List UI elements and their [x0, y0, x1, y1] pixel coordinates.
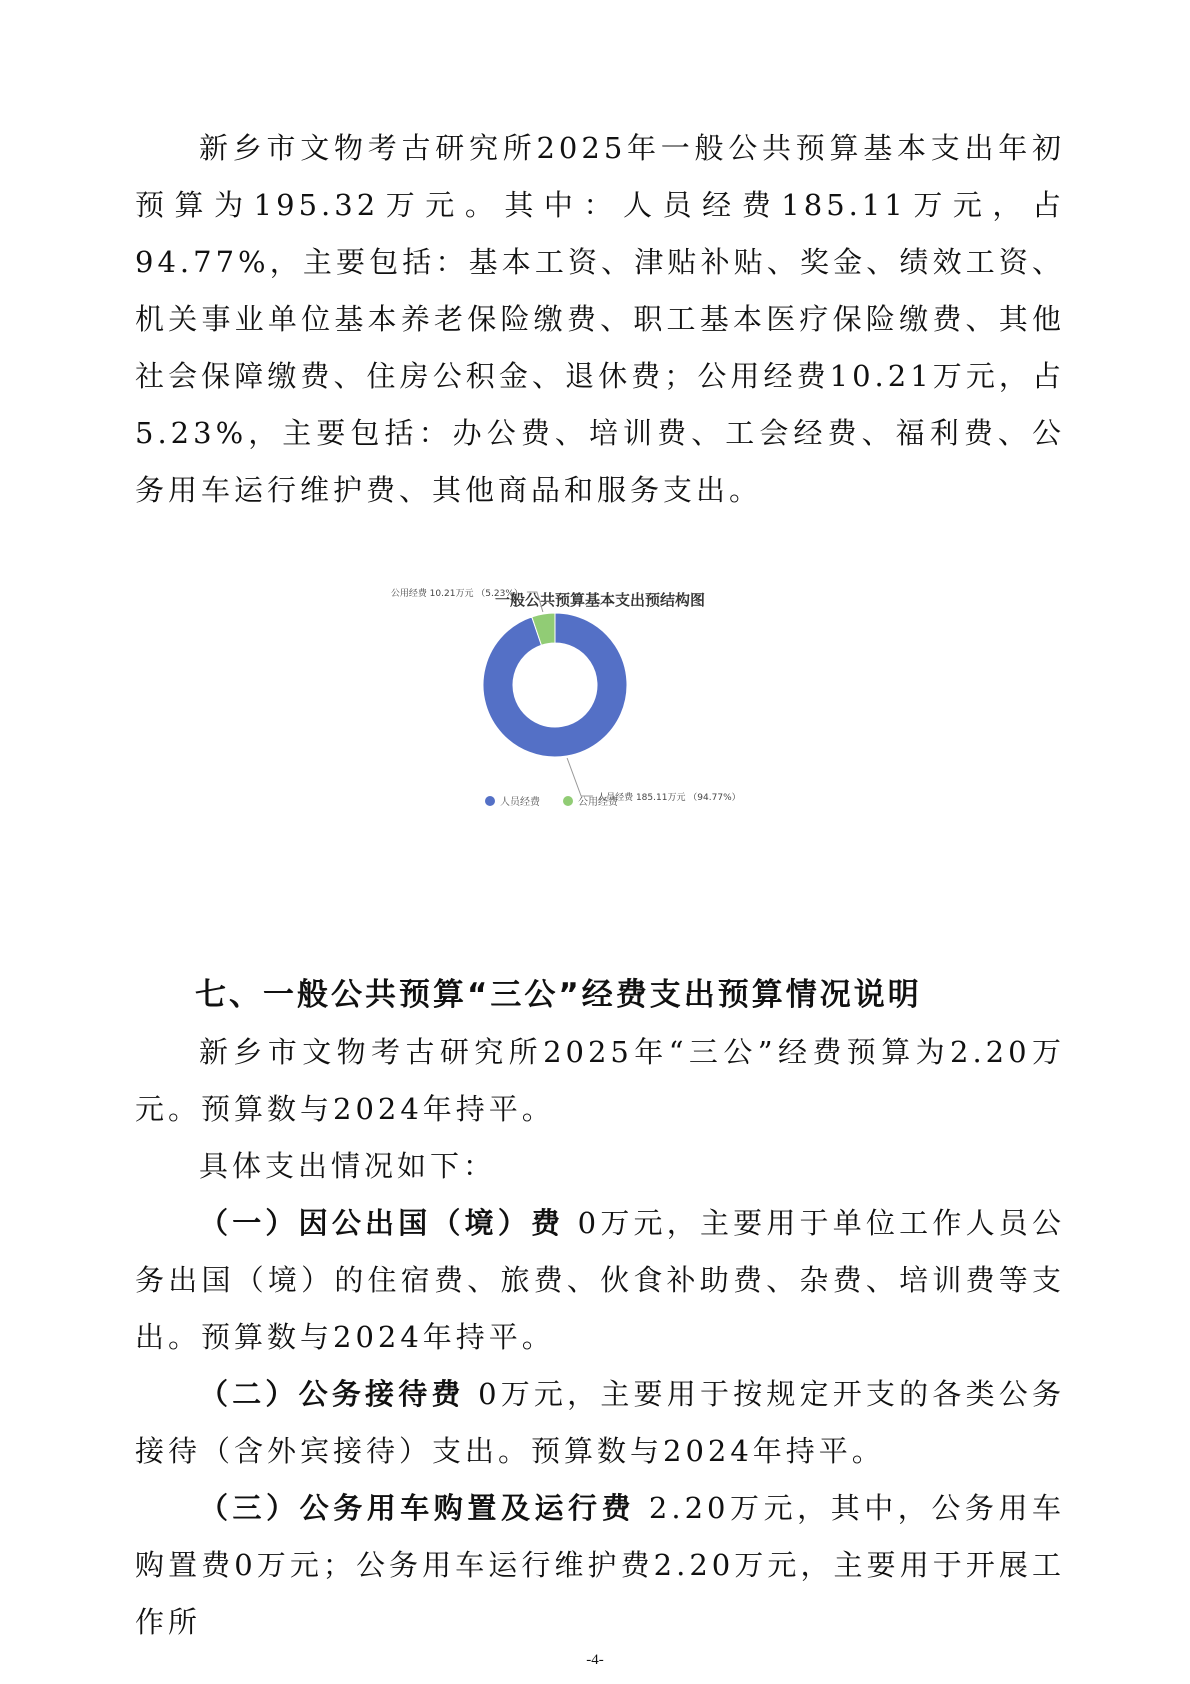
page-number: -4- [586, 1652, 604, 1668]
vehicle-paragraph [135, 1480, 1065, 1651]
slices-group [483, 613, 627, 757]
donut-chart-svg [380, 575, 820, 875]
reception-heading: （二）公务接待费 [199, 1377, 465, 1411]
legend-marker-public [563, 796, 573, 806]
legend-label-personnel: 人员经费 [500, 797, 540, 808]
overseas-travel-text: 0万元，主要用于单位工作人员公务出国（境）的住宿费、旅费、伙食补助费、杂费、培训费等支出。预算数与2024年持平。 [135, 1206, 1065, 1354]
personnel-leader-line [567, 758, 593, 796]
reception-text: 0万元，主要用于按规定开支的各类公务接待（含外宾接待）支出。预算数与2024年持平。 [135, 1377, 1065, 1468]
budget-summary-paragraph: 新乡市文物考古研究所2025年一般公共预算基本支出年初预算为195.32万元。其中：人员经费185.11万元，占94.77%，主要包括：基本工资、津贴补贴、奖金、绩效工资、机关事业单位基本养老保险缴费、职工基本医疗保险缴费、其他社会保障缴费、住房公积金、退休费；公用经费10.21万元，占5.23%，主要包括：办公费、培训费、工会经费、福利费、公务用车运行维护费、其他商品和服务支出。 [135, 131, 1065, 507]
legend-marker-personnel [485, 796, 495, 806]
public-slice-label: 公用经费 10.21万元 （5.23%） [390, 588, 523, 599]
expenditure-structure-chart [380, 575, 820, 875]
overseas-travel-heading: （一）因公出国（境）费 [199, 1206, 565, 1240]
details-intro: 具体支出情况如下： [199, 1149, 497, 1183]
vehicle-heading: （三）公务用车购置及运行费 [199, 1491, 636, 1525]
chart-legend [485, 795, 619, 808]
personnel-slice-label: 人员经费 185.11万元 （94.77%） [597, 793, 741, 804]
vehicle-text: 2.20万元，其中，公务用车购置费0万元；公务用车运行维护费2.20万元，主要用于开展工作所 [135, 1491, 1065, 1639]
legend-label-public: 公用经费 [578, 797, 618, 808]
three-public-summary: 新乡市文物考古研究所2025年“三公”经费预算为2.20万元。预算数与2024年持平。 [135, 1035, 1065, 1126]
chart-title: 一般公共预算基本支出预结构图 [494, 591, 706, 609]
section-title: 七、一般公共预算“三公”经费支出预算情况说明 [195, 977, 922, 1013]
reception-paragraph [135, 1366, 1065, 1480]
overseas-travel-paragraph [135, 1195, 1065, 1366]
